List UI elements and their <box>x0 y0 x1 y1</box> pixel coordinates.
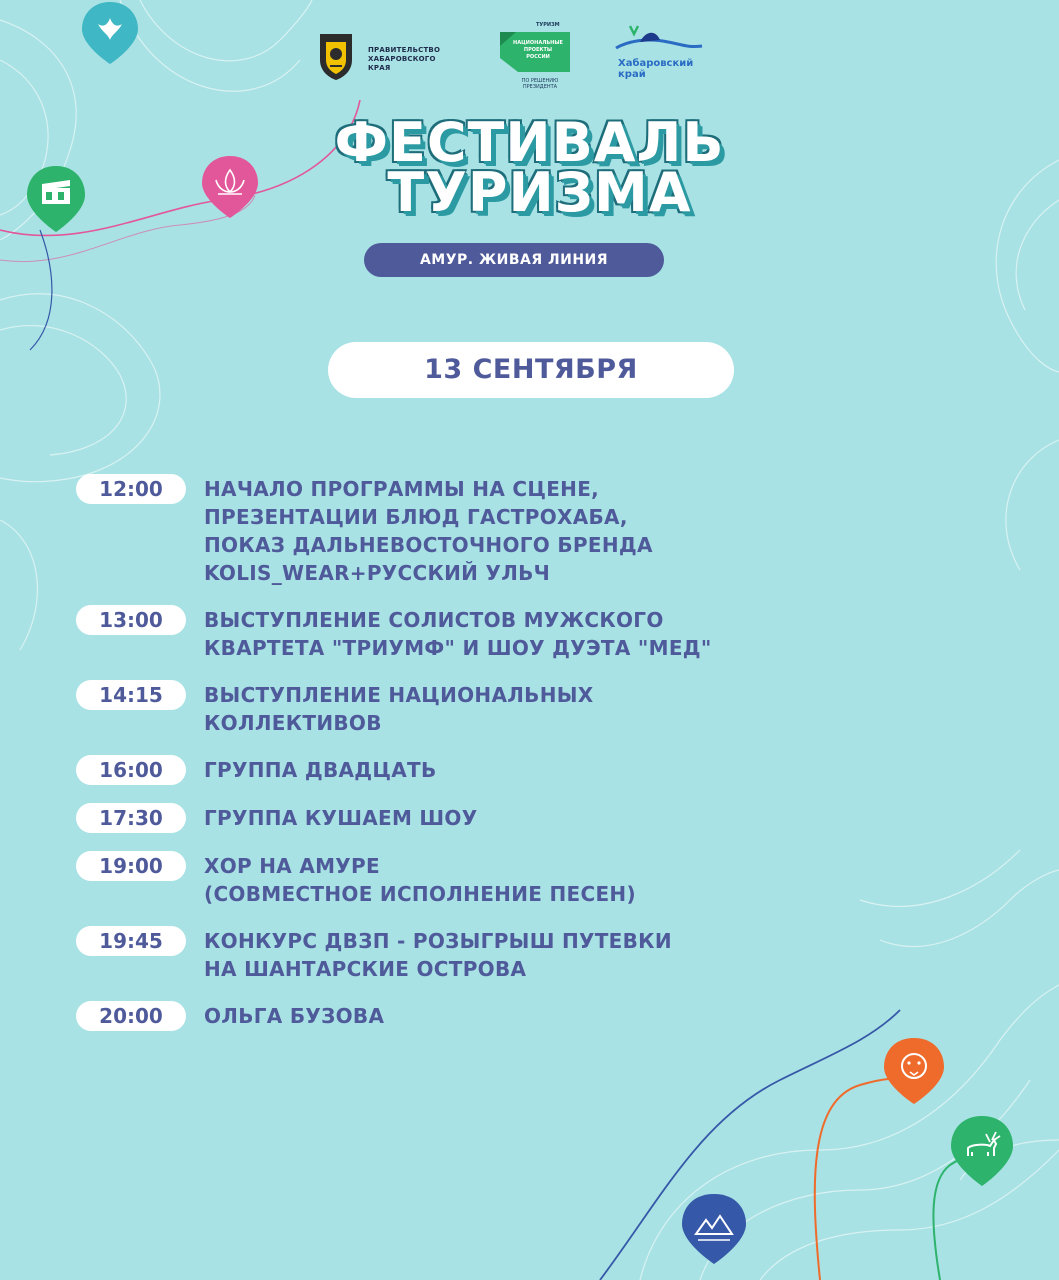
mountains-icon <box>682 1194 746 1264</box>
schedule-description: КОНКУРС ДВЗП - РОЗЫГРЫШ ПУТЕВКИ НА ШАНТАРСКИЕ ОСТРОВА <box>204 929 672 981</box>
title-line-2: ТУРИЗМА <box>387 161 692 224</box>
government-logo <box>316 28 466 88</box>
schedule-item <box>76 755 956 785</box>
schedule-description: ГРУППА КУШАЕМ ШОУ <box>204 806 478 830</box>
schedule-description: ОЛЬГА БУЗОВА <box>204 1004 385 1028</box>
national-projects-caption: ПО РЕШЕНИЮ ПРЕЗИДЕНТА <box>521 78 559 90</box>
schedule-description: ВЫСТУПЛЕНИЕ СОЛИСТОВ МУЖСКОГО КВАРТЕТА "ТРИУМФ" И ШОУ ДУЭТА "МЕД" <box>204 608 712 660</box>
subtitle-badge: АМУР. ЖИВАЯ ЛИНИЯ <box>364 243 664 277</box>
schedule-time: 20:00 <box>76 1001 186 1031</box>
schedule-item <box>76 1001 956 1031</box>
event-date: 13 СЕНТЯБРЯ <box>328 342 734 398</box>
logo-row <box>0 18 1059 108</box>
schedule-time: 19:45 <box>76 926 186 956</box>
khabarovsk-krai-logo <box>610 22 740 92</box>
moose-icon <box>951 1116 1013 1186</box>
schedule-list <box>76 474 956 1049</box>
schedule-item <box>76 605 956 662</box>
government-name: ПРАВИТЕЛЬСТВО ХАБАРОВСКОГО КРАЯ <box>368 46 441 72</box>
coat-of-arms-icon <box>316 32 356 82</box>
schedule-time: 17:30 <box>76 803 186 833</box>
whale-icon <box>610 22 710 58</box>
national-projects-topic: ТУРИЗМ <box>536 22 560 28</box>
schedule-item <box>76 926 956 983</box>
festival-title <box>0 111 1059 224</box>
schedule-item <box>76 680 956 737</box>
schedule-item <box>76 474 956 587</box>
title-line-1: ФЕСТИВАЛЬ <box>334 111 725 174</box>
schedule-time: 14:15 <box>76 680 186 710</box>
schedule-item <box>76 851 956 908</box>
schedule-description: ХОР НА АМУРЕ (СОВМЕСТНОЕ ИСПОЛНЕНИЕ ПЕСЕН) <box>204 854 636 906</box>
schedule-time: 19:00 <box>76 851 186 881</box>
national-projects-title: НАЦИОНАЛЬНЫЕ ПРОЕКТЫ РОССИИ <box>513 40 563 60</box>
schedule-time: 12:00 <box>76 474 186 504</box>
schedule-item <box>76 803 956 833</box>
national-projects-logo <box>490 18 580 98</box>
schedule-time: 16:00 <box>76 755 186 785</box>
schedule-time: 13:00 <box>76 605 186 635</box>
schedule-description: ГРУППА ДВАДЦАТЬ <box>204 758 437 782</box>
schedule-description: НАЧАЛО ПРОГРАММЫ НА СЦЕНЕ, ПРЕЗЕНТАЦИИ БЛЮД ГАСТРОХАБА, ПОКАЗ ДАЛЬНЕВОСТОЧНОГО БРЕНДА KOLIS_WEAR+РУССКИЙ УЛЬЧ <box>204 477 653 585</box>
schedule-description: ВЫСТУПЛЕНИЕ НАЦИОНАЛЬНЫХ КОЛЛЕКТИВОВ <box>204 683 594 735</box>
khabarovsk-krai-name: Хабаровский край <box>618 58 694 80</box>
